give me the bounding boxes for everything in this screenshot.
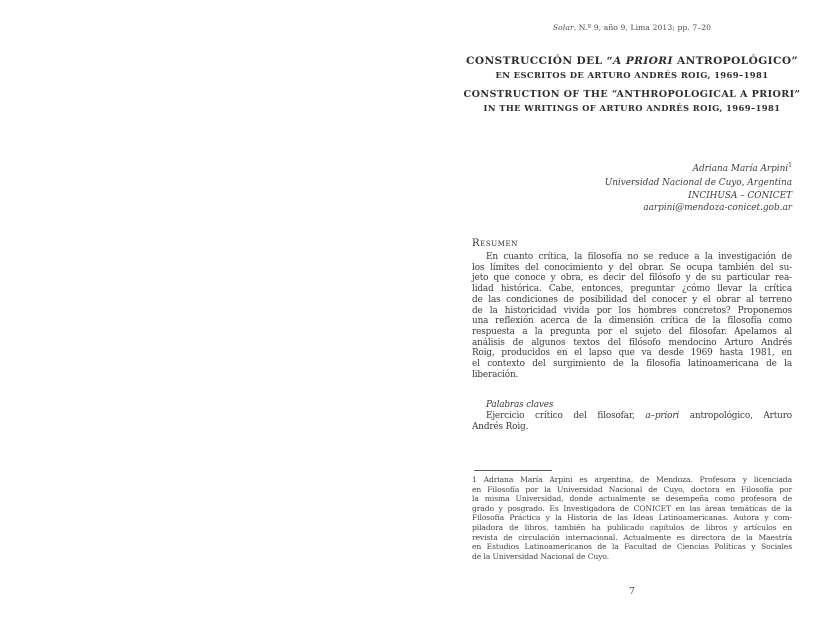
running-header	[472, 23, 792, 32]
title-spanish-line2: EN ESCRITOS DE ARTURO ANDRÉS ROIG, 1969–1981	[495, 70, 769, 80]
footnote-line: Filosofía Práctica y la Historia de las Ideas Latinoamericanas. Autora y com-	[472, 513, 792, 523]
footnote-block	[472, 475, 792, 561]
abstract-paragraph	[472, 252, 792, 380]
abstract-line: jeto que conoce y obra, es decir del filósofo y de su particular rea-	[472, 273, 792, 284]
article-title-block	[452, 55, 812, 114]
abstract-line: liberación.	[472, 369, 519, 380]
abstract-line: Roig, producidos en el lapso que va desde 1969 hasta 1981, en	[472, 348, 792, 359]
footnote-line: de la Universidad Nacional de Cuyo.	[472, 551, 610, 561]
footnote-line: 1 Adriana María Arpini es argentina, de Mendoza. Profesora y licenciada	[472, 475, 792, 484]
footnote-line: en Estudios Latinoamericanos de la Facultad de Ciencias Políticas y Sociales	[472, 542, 792, 552]
keywords-pre: Ejercicio crítico del filosofar,	[486, 410, 646, 421]
footnote-line: la misma Universidad, donde actualmente se desempeña como profesora de	[472, 494, 792, 504]
abstract-line: de las condiciones de posibilidad del conocer y el obrar al terreno	[472, 294, 792, 305]
abstract-line: respuesta a la pregunta por el sujeto del filosofar. Apelamos al	[472, 326, 792, 337]
journal-name: Solar	[552, 23, 574, 32]
footnote-line: en Filosofía por la Universidad Nacional de Cuyo, doctora en Filosofía por	[472, 484, 792, 494]
keywords-line	[472, 411, 792, 422]
abstract-line: los límites del conocimiento y del obrar. Se ocupa también del su-	[472, 262, 792, 273]
abstract-heading: Resumen	[472, 238, 518, 249]
footnote-line: grado y posgrado. Es Investigadora de CONICET en las áreas temáticas de la	[472, 503, 792, 513]
keywords-heading: Palabras claves	[486, 400, 554, 410]
title-english-line2: IN THE WRITINGS OF ARTURO ANDRÉS ROIG, 1969–1981	[483, 103, 781, 113]
keywords-line: Andrés Roig.	[472, 421, 529, 432]
author-institute: INCIHUSA – CONICET	[688, 190, 792, 201]
author-name	[492, 160, 792, 175]
author-block	[492, 160, 792, 215]
abstract-line: una reflexión acerca de la dimensión crítica de la filosofía como	[472, 316, 792, 327]
title-spanish-line1	[452, 55, 812, 68]
page-number: 7	[629, 587, 635, 597]
author-email: aarpini@mendoza-conicet.gob.ar	[643, 203, 792, 214]
footnote-line: piladora de libros, también ha publicado capítulos de libros y artículos en	[472, 522, 792, 532]
author-footnote-marker: 1	[788, 162, 792, 169]
author-name-text: Adriana María Arpini	[692, 163, 789, 174]
abstract-line: de la historicidad vivida por los hombres concretos? Proponemos	[472, 305, 792, 316]
abstract-line: lidad histórica. Cabe, entonces, preguntar ¿cómo llevar la crítica	[472, 284, 792, 295]
title-es-pre: CONSTRUCCIÓN DEL “	[466, 55, 614, 67]
footnote-separator	[474, 470, 552, 471]
title-es-post: ANTROPOLÓGICO”	[672, 55, 798, 67]
title-english-line1: CONSTRUCTION OF THE “ANTHROPOLOGICAL A PRIORI”	[463, 89, 801, 100]
abstract-line: En cuanto crítica, la filosofía no se reduce a la investigación de	[486, 252, 792, 262]
title-es-italic: A PRIORI	[613, 55, 673, 67]
keywords-italic: a–priori	[645, 410, 680, 421]
keywords-block	[472, 400, 792, 432]
header-citation: , N.º 9, año 9, Lima 2013; pp. 7–20	[573, 23, 712, 32]
footnote-line: revista de circulación internacional. Actualmente es directora de la Maestría	[472, 532, 792, 542]
keywords-post: antropológico, Arturo	[679, 410, 792, 421]
abstract-line: el contexto del surgimiento de la filosofía latinoamericana de la	[472, 359, 792, 370]
author-affiliation: Universidad Nacional de Cuyo, Argentina	[604, 178, 792, 189]
abstract-line: análisis de algunos textos del filósofo mendocino Arturo Andrés	[472, 337, 792, 348]
